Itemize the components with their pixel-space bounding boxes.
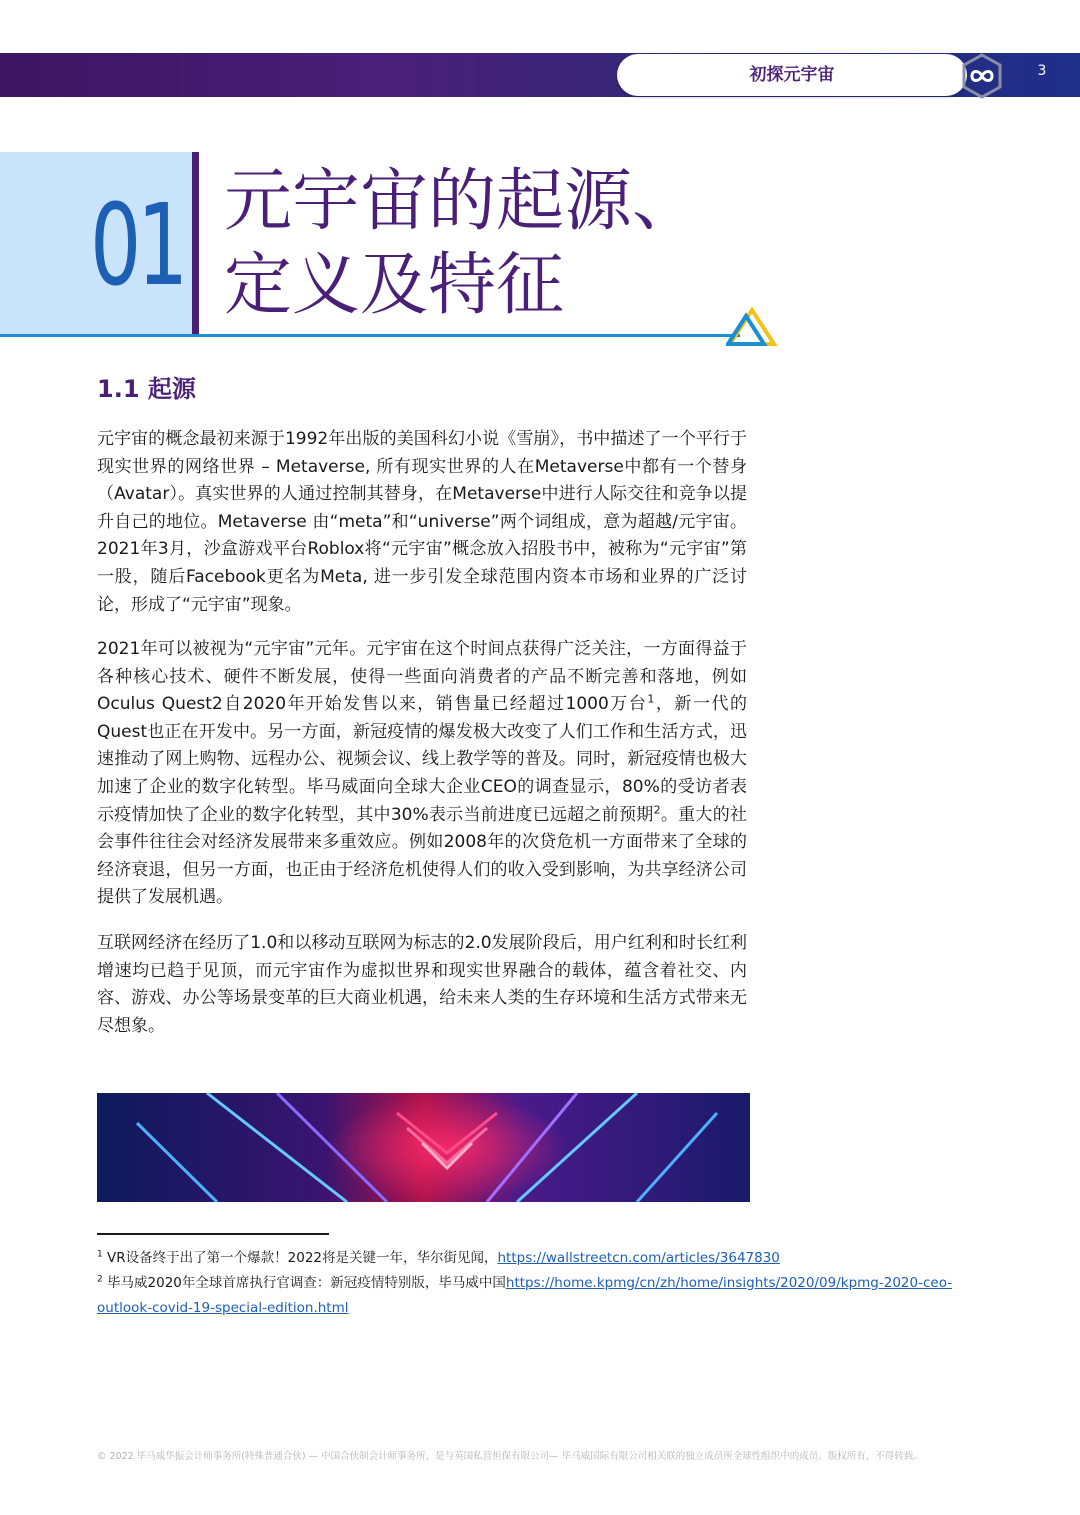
hexagon-infinity-icon xyxy=(958,52,1006,100)
footnote-1-link[interactable]: https://wallstreetcn.com/articles/3647830 xyxy=(497,1250,780,1266)
paragraph-2-part-c: 。重大的社会事件往往会对经济发展带来多重效应。例如2008年的次贷危机一方面带来了全球的经济衰退，但另一方面，也正由于经济危机使得人们的收入受到影响，为共享经济公司提供了发展机遇。 xyxy=(97,804,747,908)
section-label-pill xyxy=(617,54,967,96)
chapter-title xyxy=(224,160,824,328)
footnote-1-mark: 1 xyxy=(97,1249,103,1260)
footnote-ref-1[interactable]: 1 xyxy=(647,692,655,706)
footnote-1-text: VR设备终于出了第一个爆款！2022将是关键一年，华尔街见闻， xyxy=(102,1250,498,1266)
section-heading: 1.1 起源 xyxy=(97,375,196,403)
footnote-2-text: 毕马威2020年全球首席执行官调查：新冠疫情特别版，毕马威中国 xyxy=(102,1275,506,1291)
chapter-title-line1: 元宇宙的起源、 xyxy=(224,162,701,241)
paragraph-3: 互联网经济在经历了1.0和以移动互联网为标志的2.0发展阶段后，用户红利和时长红利增速均已趋于见顶，而元宇宙作为虚拟世界和现实世界融合的载体，蕴含着社交、内容、游戏、办公等场景变革的巨大商业机遇，给未来人类的生存环境和生活方式带来无尽想象。 xyxy=(97,933,747,1036)
footnote-2-link[interactable]: https://home.kpmg/cn/zh/home/insights/2020/09/kpmg-2020-ceo-outlook-covid-19-special-edition.html xyxy=(97,1275,953,1316)
footnote-ref-2[interactable]: 2 xyxy=(653,802,661,816)
chapter-divider xyxy=(192,152,199,334)
chapter-title-line2: 定义及特征 xyxy=(224,246,565,325)
neon-corridor-image xyxy=(97,1093,750,1202)
footnote-1 xyxy=(97,1246,977,1271)
chapter-number: 01 xyxy=(90,181,184,311)
triangle-icon xyxy=(726,306,778,348)
section-label: 初探元宇宙 xyxy=(749,65,835,85)
footnote-2 xyxy=(97,1271,977,1321)
footnote-2-mark: 2 xyxy=(97,1274,103,1285)
paragraph-1: 元宇宙的概念最初来源于1992年出版的美国科幻小说《雪崩》，书中描述了一个平行于现实世界的网络世界 – Metaverse, 所有现实世界的人在Metaverse中都有一个替身（Avatar）。真实世界的人通过控制其替身，在Metaverse中进行人际交往和竞争以提升自己的地位。Metaverse 由“meta”和“universe”两个词组成，意为超越/元宇宙。2021年3月，沙盒游戏平台Roblox将“元宇宙”概念放入招股书中，被称为“元宇宙”第一股，随后Facebook更名为Meta, 进一步引发全球范围内资本市场和业界的广泛讨论，形成了“元宇宙”现象。 xyxy=(97,429,747,615)
chapter-underline xyxy=(0,334,740,337)
paragraph-2-part-a: 2021年可以被视为“元宇宙”元年。元宇宙在这个时间点获得广泛关注，一方面得益于各种核心技术、硬件不断发展，使得一些面向消费者的产品不断完善和落地，例如Oculus Quest2自2020年开始发售以来，销售量已经超过1000万台 xyxy=(97,639,747,715)
paragraph-2-part-b: ，新一代的Quest也正在开发中。另一方面，新冠疫情的爆发极大改变了人们工作和生活方式，迅速推动了网上购物、远程办公、视频会议、线上教学等的普及。同时，新冠疫情也极大加速了企业的数字化转型。毕马威面向全球大企业CEO的调查显示，80%的受访者表示疫情加快了企业的数字化转型，其中30%表示当前进度已远超之前预期 xyxy=(97,694,747,825)
footnote-rule xyxy=(97,1233,329,1235)
copyright-notice: © 2022 毕马威华振会计师事务所(特殊普通合伙) — 中国合伙制会计师事务所，是与英国私营担保有限公司— 毕马威国际有限公司相关联的独立成员所全球性组织中的成员。版权所有，不得转载。 xyxy=(97,1451,923,1462)
paragraph-2 xyxy=(97,636,747,912)
page-number: 3 xyxy=(1037,63,1047,79)
